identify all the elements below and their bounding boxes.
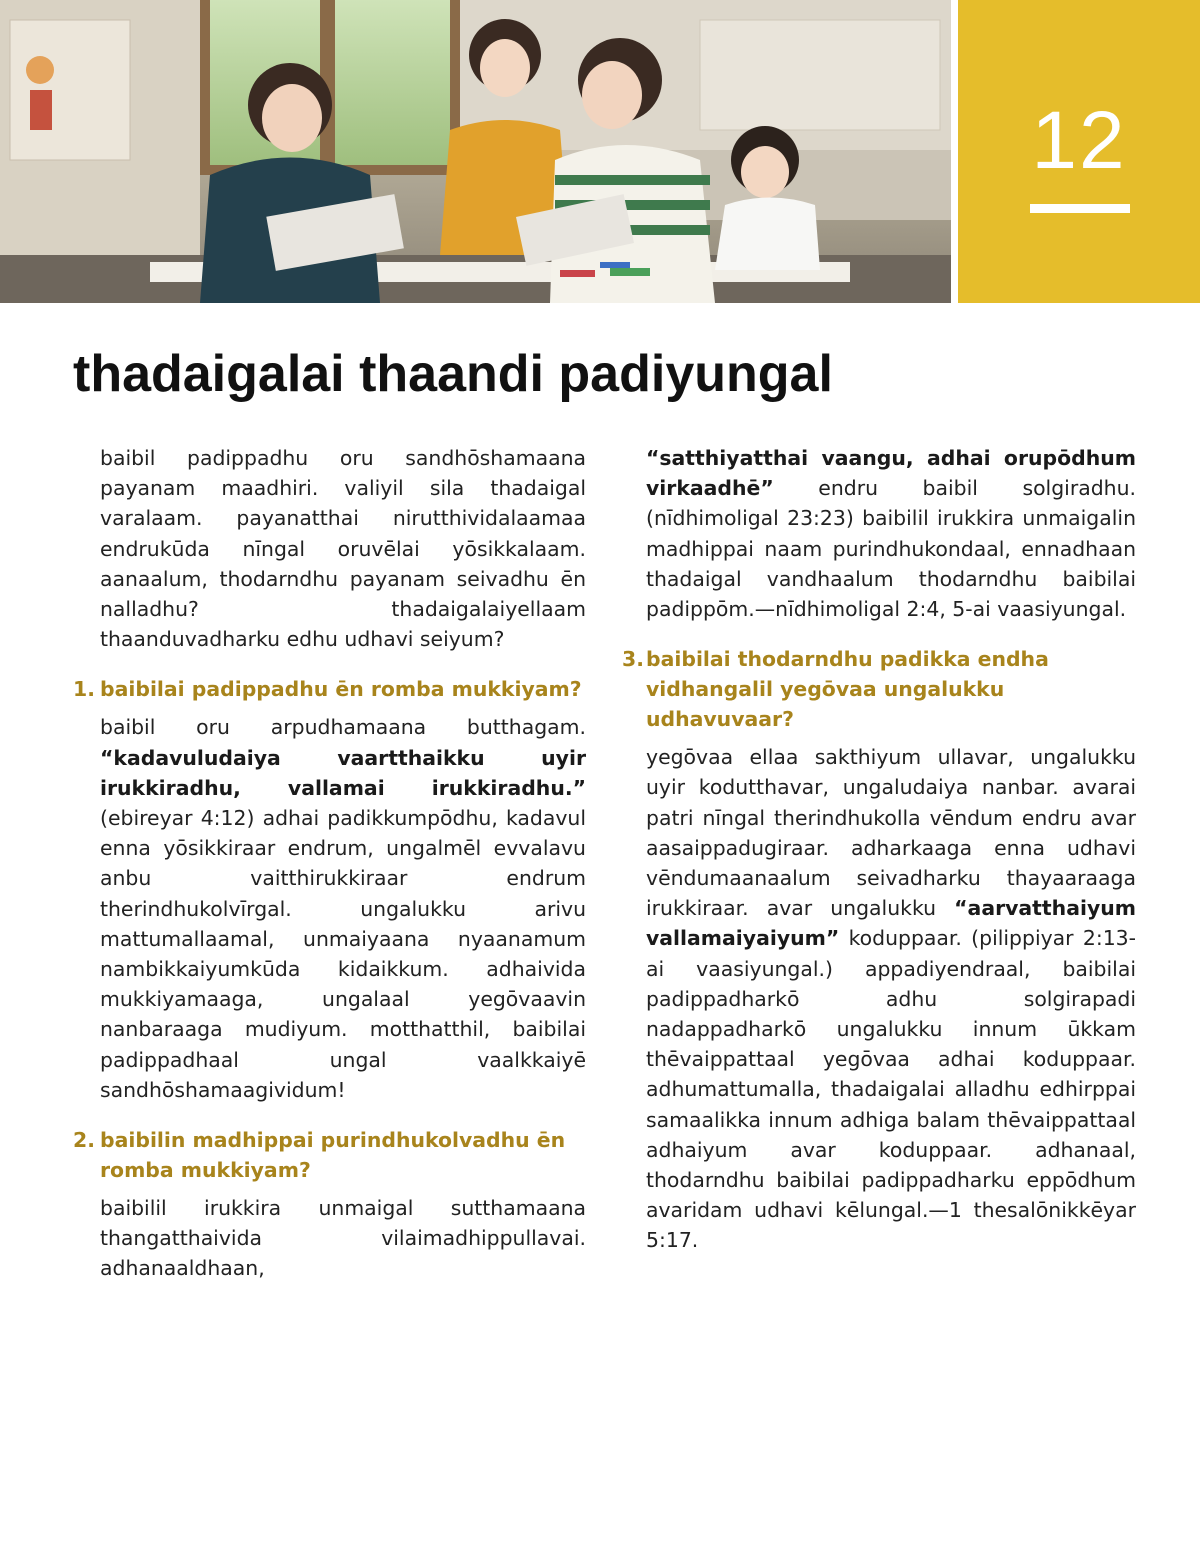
section-2-text-a: baibilil irukkira unmaigal sutthamaana thangatthaivida vilaimadhippullavai. adhanaaldhaan, — [100, 1196, 586, 1281]
section-1-heading — [73, 674, 586, 704]
chapter-rule — [1030, 204, 1130, 213]
right-column — [622, 443, 1136, 1256]
section-2-question: baibilin madhippai purindhukolvadhu ēn romba mukkiyam? — [100, 1128, 566, 1183]
section-1-question: baibilai padippadhu ēn romba mukkiyam? — [100, 677, 582, 702]
chapter-badge — [958, 0, 1200, 303]
section-2-paragraph-start — [100, 1193, 586, 1284]
section-1-text-b: (ebireyar 4:12) adhai padikkumpōdhu, kadavul enna yōsikkiraar endrum, ungalmēl evvalavu anbu vaitthirukkiraar endrum therindhukolvīrgal. ungalukku arivu mattumallaamal, unmaiyaana nyaanamum nambikkaiyumkūda kidaikkum. adhaivida mukkiyamaaga, ungalaal yegōvaavin nanbaraaga mudiyum. motthatthil, baibilai padippadhaal ungal vaalkkaiyē sandhōshamaagividum! — [100, 806, 586, 1102]
section-3-question: baibilai thodarndhu padikka endha vidhangalil yegōvaa ungalukku udhavuvaar? — [646, 647, 1049, 732]
section-3-quote: “aarvatthaiyum vallamaiyaiyum” — [646, 896, 1136, 951]
section-2-paragraph-continued — [646, 443, 1136, 624]
left-column — [73, 443, 586, 1284]
section-1-paragraph — [100, 712, 586, 1105]
section-2-number: 2. — [73, 1128, 95, 1153]
intro-paragraph: baibil padippadhu oru sandhōshamaana payanam maadhiri. valiyil sila thadaigal varalaam. payanatthai nirutthividalaamaa endrukūda nīngal oruvēlai yōsikkalaam. aanaalum, thodarndhu payanam seivadhu ēn nalladhu? thadaigalaiyellaam thaanduvadharku edhu udhavi seiyum? — [100, 446, 586, 652]
section-3-number: 3. — [622, 647, 644, 672]
section-3-paragraph — [646, 742, 1136, 1255]
family-study-photo-icon — [0, 0, 951, 303]
section-3-text-a: yegōvaa ellaa sakthiyum ullavar, ungalukku uyir kodutthavar, ungaludaiya nanbar. avarai patri nīngal therindhukolla vēndum endru avar aasaippadugiraar. adharkaaga enna udhavi vēndumaanaalum seivadharku thayaaraaga irukkiraar. avar ungalukku — [646, 745, 1136, 921]
section-2-text-b: endru baibil solgiradhu. (nīdhimoligal 23:23) baibilil irukkira unmaigalin madhippai naam purindhukondaal, ennadhaan thadaigal vandhaalum thodarndhu baibilai padippōm.—nīdhimoligal 2:4, 5-ai vaasiyungal. — [646, 476, 1136, 622]
section-1-quote: “kadavuludaiya vaartthaikku uyir irukkiradhu, vallamai irukkiradhu.” — [100, 745, 586, 800]
chapter-number: 12 — [1031, 95, 1127, 186]
section-3-text-b: koduppaar. (pilippiyar 2:13-ai vaasiyungal.) appadiyendraal, baibilai padippadharkō adhu solgirapadi nadappadharkō ungalukku innum ūkkam thēvaippattaal yegōvaa adhai koduppaar. adhumattumalla, thadaigalai alladhu edhirppai samaalikka innum adhiga balam thēvaippattaal adhaiyum avar koduppaar. adhanaal, thodarndhu baibilai padippadharku eppōdhum avaridam udhavi kēlungal.—1 thesalōnikkēyar 5:17. — [646, 926, 1136, 1253]
section-1-text-a: baibil oru arpudhamaana butthagam. — [100, 715, 586, 740]
page-title: thadaigalai thaandi padiyungal — [73, 345, 833, 403]
section-3-heading — [622, 644, 1136, 734]
header-photo — [0, 0, 951, 303]
section-2-heading — [73, 1125, 586, 1185]
section-1-number: 1. — [73, 677, 95, 702]
section-2-quote: “satthiyatthai vaangu, adhai orupōdhum virkaadhē” — [646, 446, 1136, 501]
